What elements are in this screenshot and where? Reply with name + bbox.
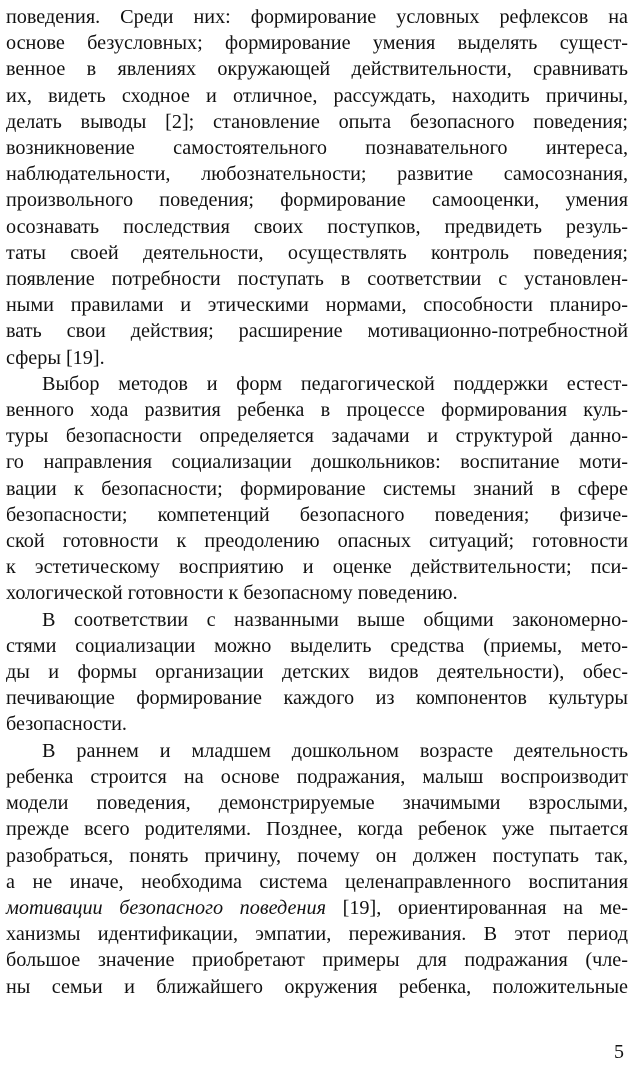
text-line: разобраться, понять причину, почему он должен поступать так, [6, 844, 628, 867]
text-line: поведения. Среди них: формирование условных рефлексов на [6, 6, 628, 28]
text-line: появление потребности поступать в соответствии с установлен- [6, 268, 628, 291]
text-line: таты своей деятельности, осуществлять контроль поведения; [6, 241, 628, 264]
text-line: возникновение самостоятельного познавательного интереса, [6, 137, 628, 160]
text-line: делать выводы [2]; становление опыта безопасного поведения; [6, 110, 628, 133]
text-line: ны семьи и ближайшего окружения ребенка, положительные [6, 975, 628, 998]
text-line: туры безопасности определяется задачами и структурой данно- [6, 425, 628, 448]
text-line: Выбор методов и форм педагогической поддержки естест- [42, 372, 628, 395]
text-line: модели поведения, демонстрируемые значимыми взрослыми, [6, 792, 628, 815]
text-line: печивающие формирование каждого из компонентов культуры [6, 687, 628, 710]
text-line: ды и формы организации детских видов деятельности), обес- [6, 661, 628, 684]
text-line: го направления социализации дошкольников: воспитание моти- [6, 451, 628, 474]
text-line: венного хода развития ребенка в процессе формирования куль- [6, 399, 628, 422]
text-line: стями социализации можно выделить средства (приемы, мето- [6, 634, 628, 657]
paragraph-2 [6, 371, 628, 607]
text-line: сферы [19]. [6, 346, 105, 369]
page-number: 5 [614, 1041, 624, 1063]
text-line: основе безусловных; формирование умения выделять сущест- [6, 32, 628, 55]
text-line: безопасности. [6, 713, 127, 736]
text-line: большое значение приобретают примеры для подражания (чле- [6, 949, 628, 972]
text-line: ребенка строится на основе подражания, малыш воспроизводит [6, 765, 628, 788]
text-line: наблюдательности, любознательности; развитие самосознания, [6, 163, 628, 186]
paragraph-3 [6, 607, 628, 738]
document-page [6, 4, 628, 1000]
text-line: В соответствии с названными выше общими закономерно- [42, 608, 628, 631]
italic-term: мотивации безопасного поведения [6, 896, 326, 919]
paragraph-4 [6, 738, 628, 1000]
text-line: вать свои действия; расширение мотивационно-потребностной [6, 320, 628, 343]
text-line: венное в явлениях окружающей действительности, сравнивать [6, 58, 628, 81]
text-line: вации к безопасности; формирование системы знаний в сфере [6, 477, 628, 500]
text-line: произвольного поведения; формирование самооценки, умения [6, 189, 628, 212]
text-line-italic [6, 895, 628, 921]
text-line: безопасности; компетенций безопасного поведения; физиче- [6, 503, 628, 526]
text-line: ными правилами и этическими нормами, способности планиро- [6, 294, 628, 317]
paragraph-1 [6, 4, 628, 371]
text-line: прежде всего родителями. Позднее, когда ребенок уже пытается [6, 818, 628, 841]
text-line: ской готовности к преодолению опасных ситуаций; готовности [6, 530, 628, 553]
text-line: хологической готовности к безопасному поведению. [6, 582, 458, 605]
text-line: ханизмы идентификации, эмпатии, переживания. В этот период [6, 923, 628, 946]
text-fragment: [19], ориентированная на ме- [325, 896, 628, 919]
text-line: В раннем и младшем дошкольном возрасте деятельность [42, 739, 628, 762]
text-line: их, видеть сходное и отличное, рассуждать, находить причины, [6, 84, 628, 107]
text-line: осознавать последствия своих поступков, предвидеть резуль- [6, 215, 628, 238]
text-line: а не иначе, необходима система целенаправленного воспитания [6, 870, 628, 893]
text-line: к эстетическому восприятию и оценке действительности; пси- [6, 556, 628, 579]
